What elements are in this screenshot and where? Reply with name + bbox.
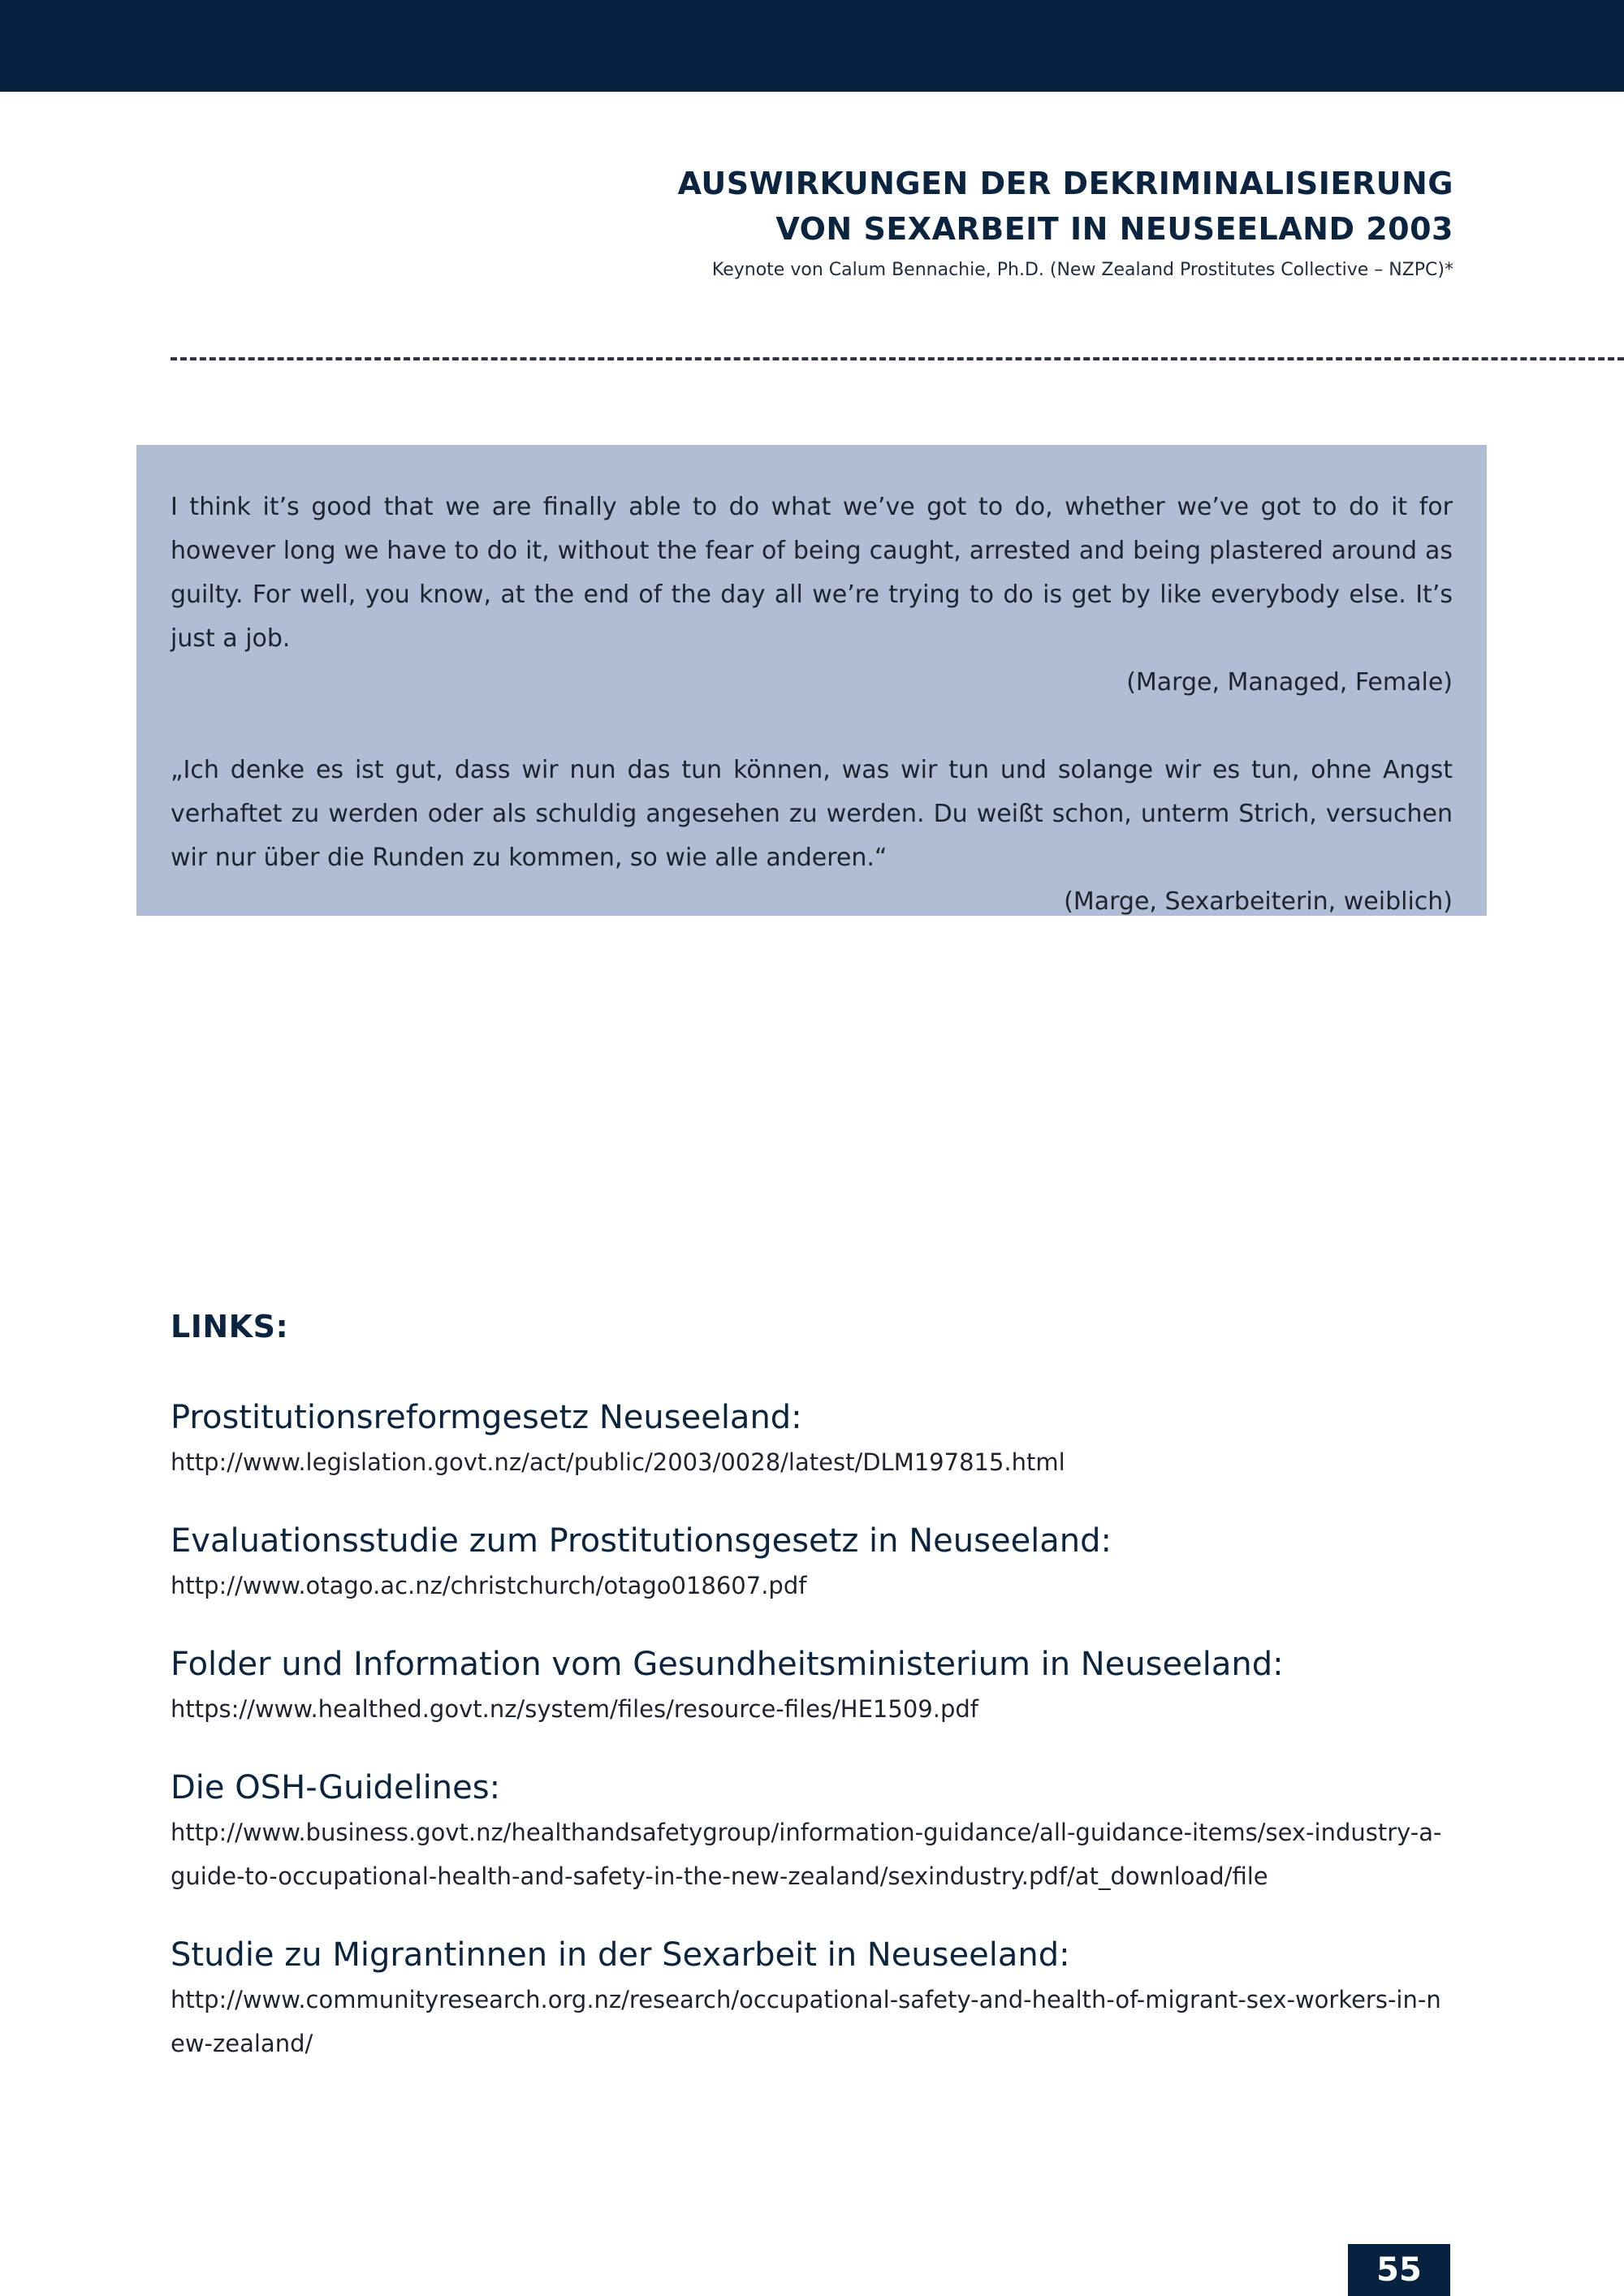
link-url[interactable]: http://www.legislation.govt.nz/act/public/2003/0028/latest/DLM197815.html bbox=[171, 1448, 1065, 1476]
link-entry bbox=[171, 1932, 1453, 2065]
page-number: 55 bbox=[1348, 2244, 1450, 2296]
link-entry bbox=[171, 1765, 1453, 1898]
quote-german-attribution: (Marge, Sexarbeiterin, weiblich) bbox=[1064, 887, 1453, 916]
link-url[interactable]: http://www.communityresearch.org.nz/research/occupational-safety-and-health-of-migrant-sex-workers-in-new-zealand/ bbox=[171, 1986, 1441, 2057]
links-heading: LINKS: bbox=[171, 1309, 289, 1344]
page-subtitle: Keynote von Calum Bennachie, Ph.D. (New Zealand Prostitutes Collective – NZPC)* bbox=[711, 260, 1453, 280]
link-url[interactable]: http://www.otago.ac.nz/christchurch/otago018607.pdf bbox=[171, 1572, 807, 1599]
quote-box bbox=[136, 445, 1487, 916]
link-title: Prostitutionsreformgesetz Neuseeland: bbox=[171, 1399, 802, 1436]
link-title: Evaluationsstudie zum Prostitutionsgesetz in Neuseeland: bbox=[171, 1522, 1112, 1560]
link-title: Folder und Information vom Gesundheitsministerium in Neuseeland: bbox=[171, 1646, 1284, 1683]
quote-english-text: I think it’s good that we are finally able to do what we’ve got to do, whether we’ve got to do it for however long we have to do it, without the fear of being caught, arrested and being plastered around as guilty. For well, you know, at the end of the day all we’re trying to do is get by like everybody else. It’s just a job. bbox=[171, 493, 1453, 653]
page-title-line-2: VON SEXARBEIT IN NEUSEELAND 2003 bbox=[775, 211, 1453, 247]
dashed-divider bbox=[171, 357, 1624, 360]
quote-german-text: „Ich denke es ist gut, dass wir nun das tun können, was wir tun und solange wir es tun, ohne Angst verhaftet zu werden oder als schuldig angesehen zu werden. Du weißt schon, unterm Strich, versuchen wir nur über die Runden zu kommen, so wie alle anderen.“ bbox=[171, 756, 1453, 872]
link-title: Die OSH-Guidelines: bbox=[171, 1769, 501, 1806]
link-title: Studie zu Migrantinnen in der Sexarbeit in Neuseeland: bbox=[171, 1936, 1070, 1974]
quote-english-attribution: (Marge, Managed, Female) bbox=[1126, 668, 1453, 697]
link-url[interactable]: https://www.healthed.govt.nz/system/files/resource-files/HE1509.pdf bbox=[171, 1695, 978, 1723]
link-entry bbox=[171, 1642, 1453, 1731]
link-entry bbox=[171, 1395, 1453, 1484]
quote-spacer bbox=[171, 705, 1453, 749]
links-list bbox=[171, 1395, 1453, 2100]
page-title-line-1: AUSWIRKUNGEN DER DEKRIMINALISIERUNG bbox=[677, 166, 1453, 201]
top-banner bbox=[0, 0, 1624, 92]
link-entry bbox=[171, 1518, 1453, 1608]
link-url[interactable]: http://www.business.govt.nz/healthandsafetygroup/information-guidance/all-guidance-items/sex-industry-a-guide-to-occupational-health-and-safety-in-the-new-zealand/sexindustry.pdf/at_download/file bbox=[171, 1819, 1442, 1890]
article-header bbox=[479, 161, 1453, 283]
